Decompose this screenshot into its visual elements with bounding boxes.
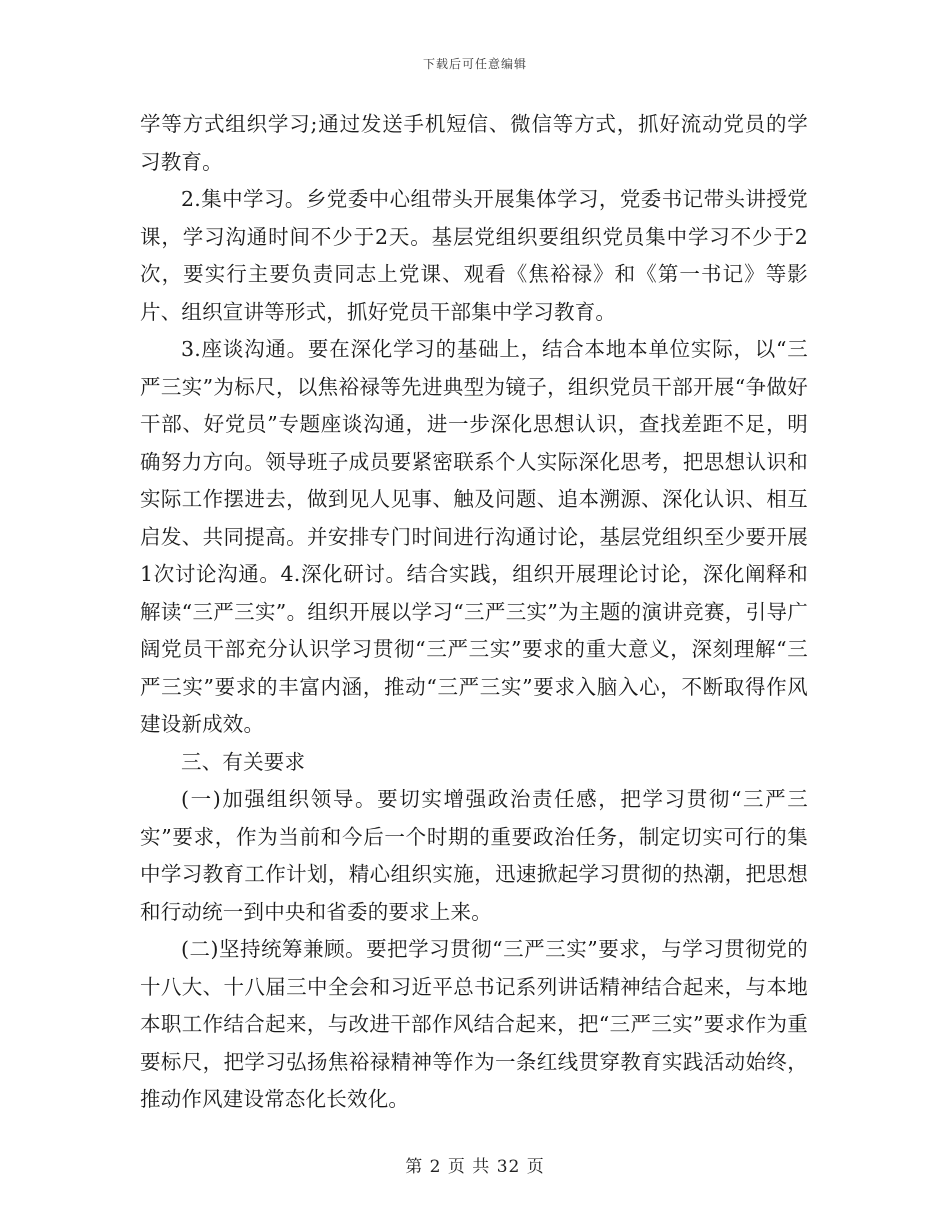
- paragraph: 3.座谈沟通。要在深化学习的基础上，结合本地本单位实际，以“三严三实”为标尺，以焦裕禄等先进典型为镜子，组织党员干部开展“争做好干部、好党员”专题座谈沟通，进一步深化思想认识，查找差距不足，明确努力方向。领导班子成员要紧密联系个人实际深化思考，把思想认识和实际工作摆进去，做到见人见事、触及问题、追本溯源、深化认识、相互启发、共同提高。并安排专门时间进行沟通讨论，基层党组织至少要开展1次讨论沟通。4.深化研讨。结合实践，组织开展理论讨论，深化阐释和解读“三严三实”。组织开展以学习“三严三实”为主题的演讲竞赛，引导广阔党员干部充分认识学习贯彻“三严三实”要求的重大意义，深刻理解“三严三实”要求的丰富内涵，推动“三严三实”要求入脑入心，不断取得作风建设新成效。: [140, 337, 808, 736]
- paragraph: 2.集中学习。乡党委中心组带头开展集体学习，党委书记带头讲授党课，学习沟通时间不少于2天。基层党组织要组织党员集中学习不少于2次，要实行主要负责同志上党课、观看《焦裕禄》和《第一书记》等影片、组织宣讲等形式，抓好党员干部集中学习教育。: [140, 187, 808, 324]
- page-number: 第 2 页 共 32 页: [405, 1157, 545, 1177]
- paragraph: (一)加强组织领导。要切实增强政治责任感，把学习贯彻“三严三实”要求，作为当前和今后一个时期的重要政治任务，制定切实可行的集中学习教育工作计划，精心组织实施，迅速掀起学习贯彻的热潮，把思想和行动统一到中央和省委的要求上来。: [140, 787, 808, 924]
- header-note: 下载后可任意编辑: [422, 57, 527, 71]
- paragraph: (二)坚持统筹兼顾。要把学习贯彻“三严三实”要求，与学习贯彻党的十八大、十八届三中全会和习近平总书记系列讲话精神结合起来，与本地本职工作结合起来，与改进干部作风结合起来，把“三严三实”要求作为重要标尺，把学习弘扬焦裕禄精神等作为一条红线贯穿教育实践活动始终，推动作风建设常态化长效化。: [140, 937, 808, 1111]
- document-body: [140, 106, 808, 1119]
- section-heading: 三、有关要求: [181, 749, 306, 774]
- paragraph: 学等方式组织学习;通过发送手机短信、微信等方式，抓好流动党员的学习教育。: [140, 112, 808, 174]
